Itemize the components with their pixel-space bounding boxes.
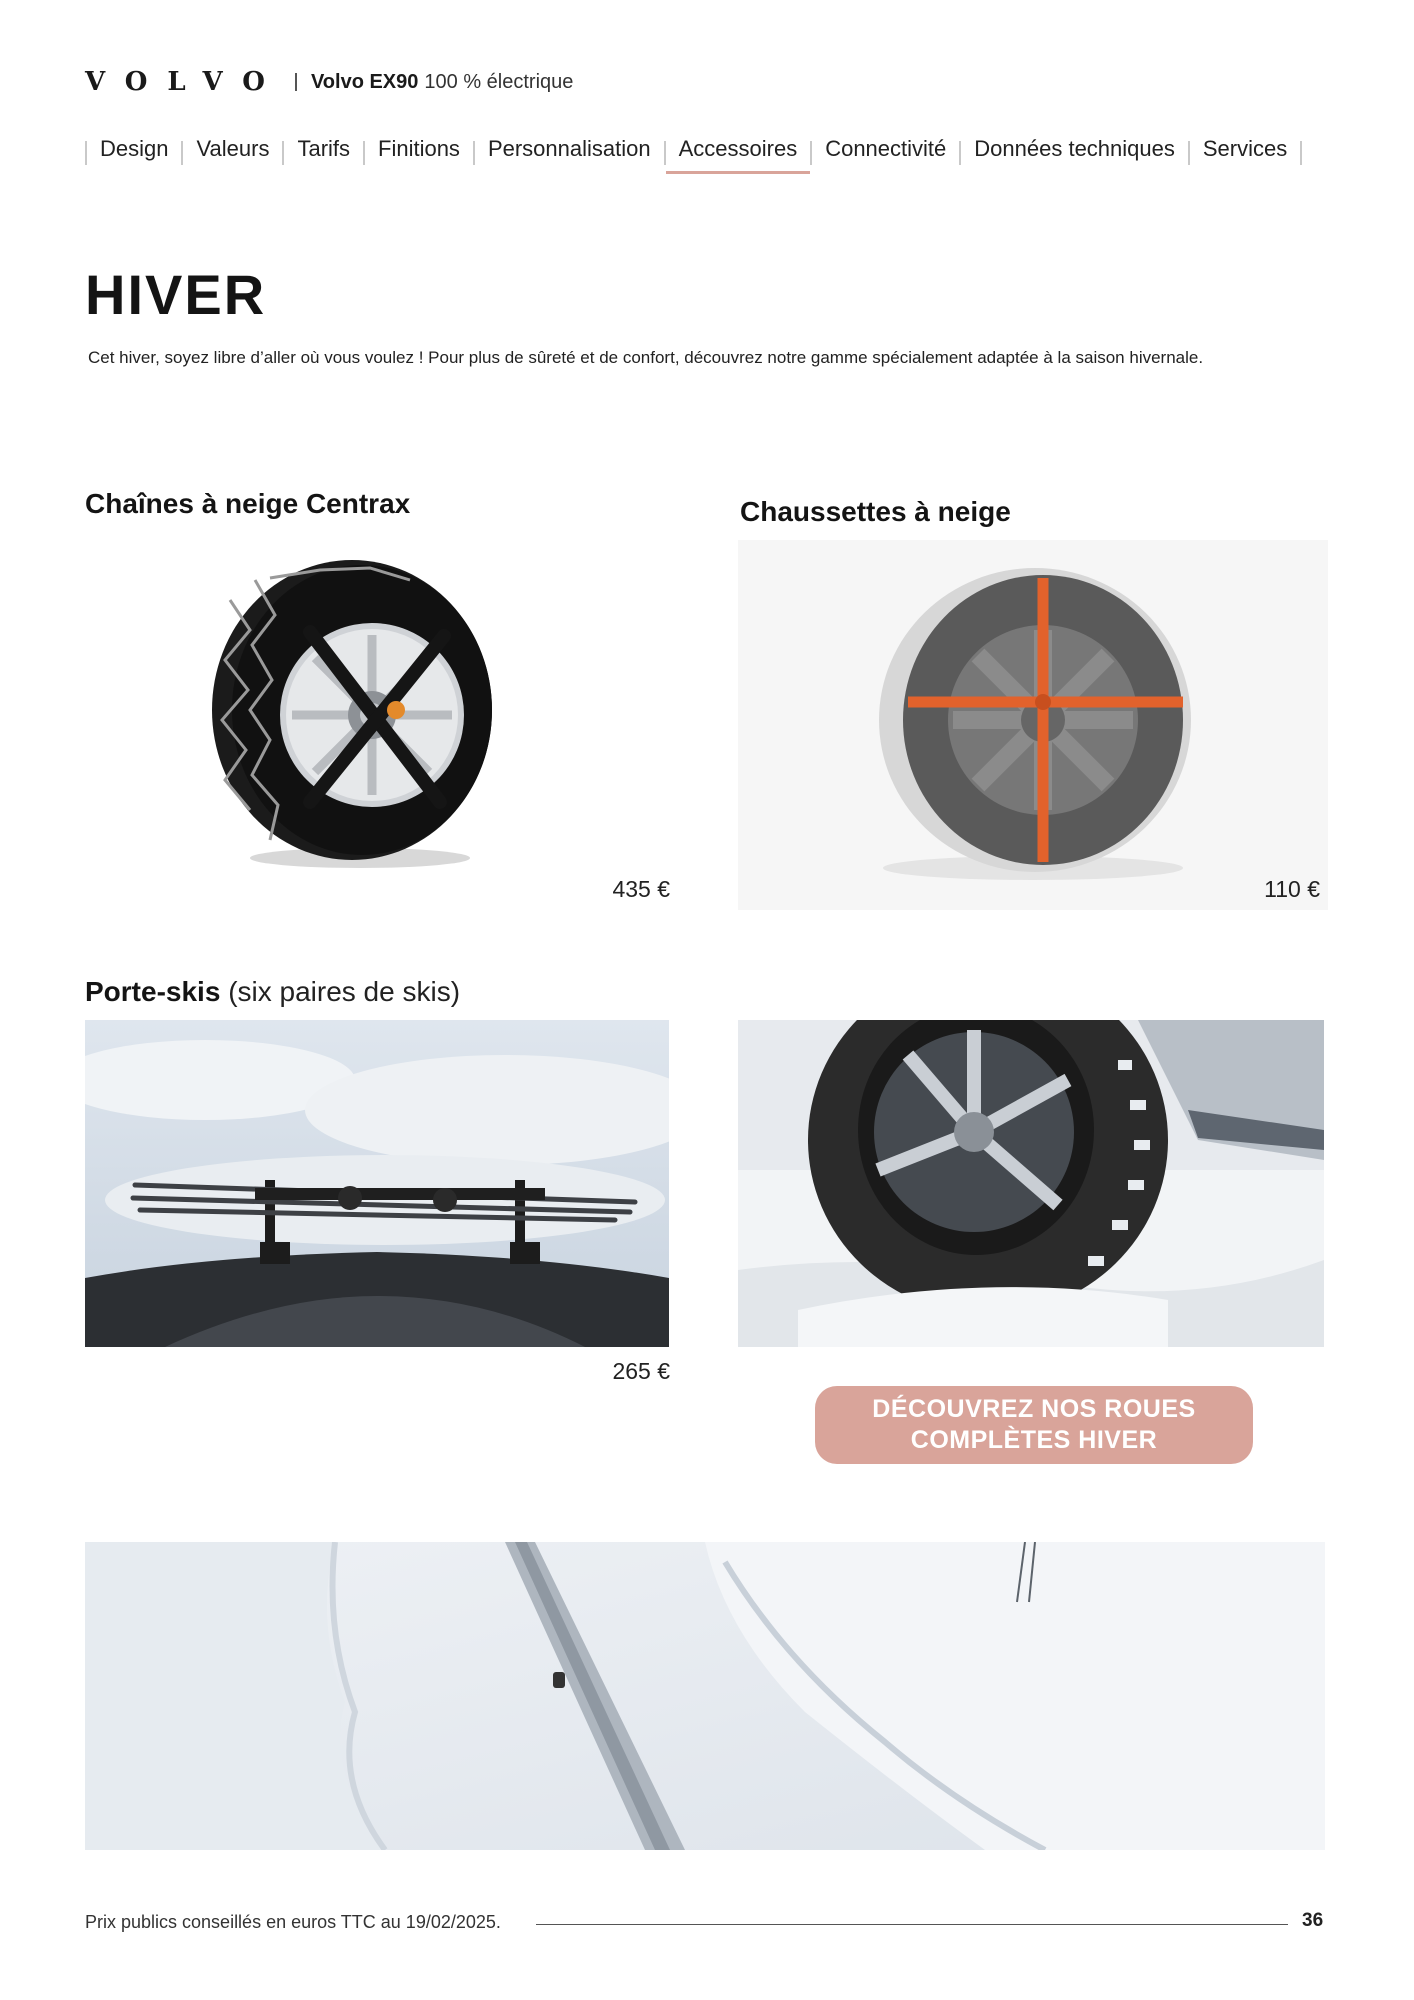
skis-title-main: Porte-skis (85, 976, 221, 1007)
model-tagline: 100 % électrique (424, 70, 574, 93)
nav-item-valeurs[interactable]: Valeurs (196, 136, 270, 161)
snow-socks-image (738, 540, 1328, 910)
page-title: HIVER (85, 263, 267, 326)
intro-text: Cet hiver, soyez libre d’aller où vous voulez ! Pour plus de sûreté et de confort, découvrez notre gamme spécialement adaptée à la saison hivernale. (88, 348, 1204, 367)
nav-item-tarifs[interactable]: Tarifs (297, 136, 351, 161)
nav-item-connectivite[interactable]: Connectivité (825, 136, 947, 161)
nav-divider (1300, 141, 1302, 165)
winter-wheel-image (738, 1020, 1324, 1347)
top-navigation (85, 130, 1330, 176)
page-number: 36 (1302, 1910, 1324, 1931)
nav-item-finitions[interactable]: Finitions (378, 136, 460, 161)
cta-line-1: DÉCOUVREZ NOS ROUES (872, 1395, 1196, 1423)
skis-title-subtitle: (six paires de skis) (228, 976, 461, 1007)
socks-price: 110 € (1264, 876, 1320, 902)
footer-price-note: Prix publics conseillés en euros TTC au 19/02/2025. (85, 1912, 501, 1932)
model-name: Volvo EX90 (310, 70, 419, 93)
skis-title (85, 976, 460, 1008)
nav-item-accessoires[interactable]: Accessoires (666, 130, 811, 176)
socks-title: Chaussettes à neige (740, 496, 1011, 527)
skis-price: 265 € (612, 1358, 670, 1384)
cta-line-2: COMPLÈTES HIVER (910, 1426, 1158, 1454)
snowy-road-image (85, 1542, 1325, 1850)
chains-title: Chaînes à neige Centrax (85, 488, 411, 519)
brand-separator (295, 73, 297, 91)
footer-divider (536, 1924, 1288, 1925)
discover-winter-wheels-button[interactable] (815, 1386, 1253, 1464)
nav-item-donnees-techniques[interactable]: Données techniques (974, 136, 1175, 161)
nav-item-personnalisation[interactable]: Personnalisation (487, 136, 651, 161)
nav-item-design[interactable]: Design (100, 136, 169, 161)
ski-carrier-image (85, 1020, 669, 1347)
snow-chains-image (200, 540, 510, 880)
nav-item-services[interactable]: Services (1202, 136, 1288, 161)
chains-price: 435 € (612, 876, 670, 902)
header-brand (85, 62, 573, 102)
volvo-logo[interactable]: VOLVO (85, 67, 285, 97)
